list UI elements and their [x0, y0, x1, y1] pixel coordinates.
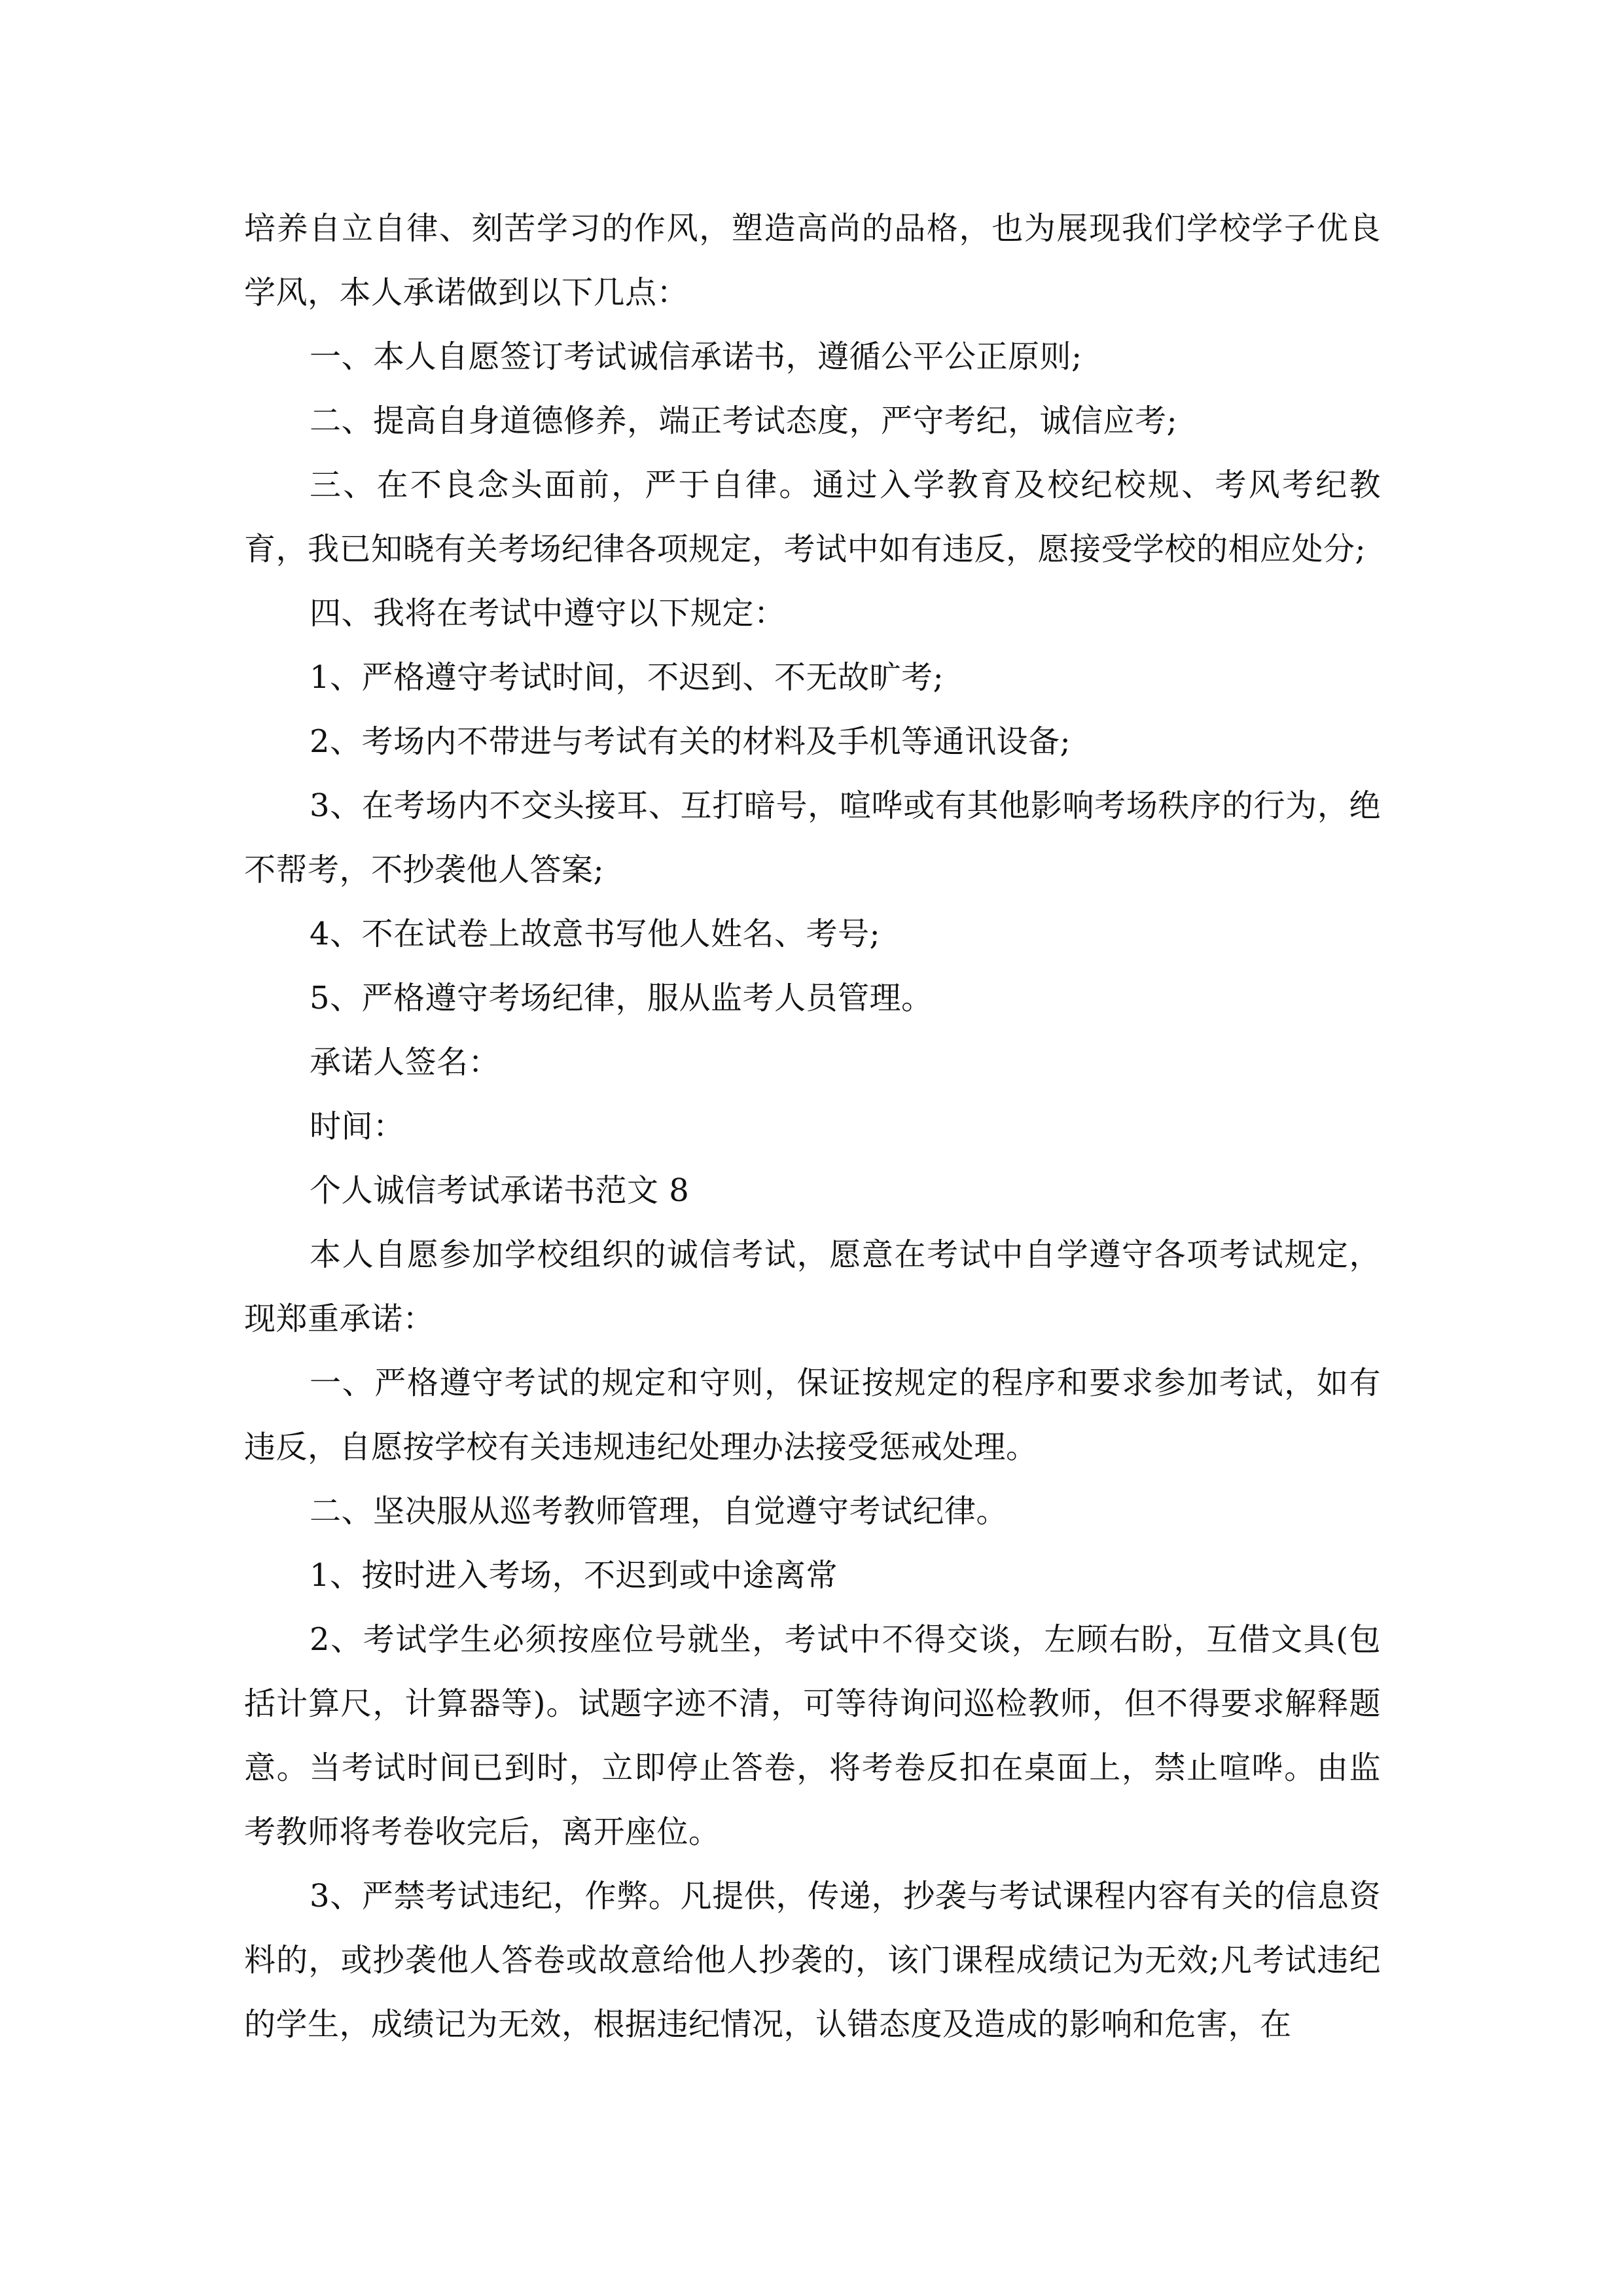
- document-body: [244, 196, 1381, 2056]
- paragraph: 本人自愿参加学校组织的诚信考试，愿意在考试中自学遵守各项考试规定，现郑重承诺：: [244, 1236, 1381, 1337]
- paragraph: 3、在考场内不交头接耳、互打暗号，喧哗或有其他影响考场秩序的行为，绝不帮考，不抄袭他人答案;: [244, 787, 1381, 888]
- paragraph: 一、严格遵守考试的规定和守则，保证按规定的程序和要求参加考试，如有违反，自愿按学校有关违规违纪处理办法接受惩戒处理。: [244, 1365, 1381, 1465]
- section-title: 个人诚信考试承诺书范文 8: [310, 1172, 690, 1209]
- paragraph: 5、严格遵守考场纪律，服从监考人员管理。: [310, 980, 933, 1016]
- paragraph: 培养自立自律、刻苦学习的作风，塑造高尚的品格，也为展现我们学校学子优良学风，本人承诺做到以下几点：: [244, 210, 1381, 311]
- paragraph: 1、按时进入考场，不迟到或中途离常: [310, 1557, 838, 1594]
- signature-label: 承诺人签名：: [310, 1044, 501, 1081]
- paragraph: 四、我将在考试中遵守以下规定：: [310, 595, 786, 632]
- date-label: 时间：: [310, 1108, 405, 1145]
- paragraph: 一、本人自愿签订考试诚信承诺书，遵循公平公正原则;: [310, 338, 1082, 375]
- paragraph: 2、考试学生必须按座位号就坐，考试中不得交谈，左顾右盼，互借文具(包括计算尺，计算器等)。试题字迹不清，可等待询问巡检教师，但不得要求解释题意。当考试时间已到时，立即停止答卷，将考卷反扣在桌面上，禁止喧哗。由监考教师将考卷收完后，离开座位。: [244, 1621, 1381, 1850]
- paragraph: 三、在不良念头面前，严于自律。通过入学教育及校纪校规、考风考纪教育，我已知晓有关考场纪律各项规定，考试中如有违反，愿接受学校的相应处分;: [244, 467, 1381, 567]
- paragraph: 3、严禁考试违纪，作弊。凡提供，传递，抄袭与考试课程内容有关的信息资料的，或抄袭他人答卷或故意给他人抄袭的，该门课程成绩记为无效;凡考试违纪的学生，成绩记为无效，根据违纪情况，认错态度及造成的影响和危害，在: [244, 1878, 1381, 2043]
- paragraph: 二、提高自身道德修养，端正考试态度，严守考纪，诚信应考;: [310, 403, 1178, 439]
- paragraph: 1、严格遵守考试时间，不迟到、不无故旷考;: [310, 659, 944, 696]
- paragraph: 二、坚决服从巡考教师管理，自觉遵守考试纪律。: [310, 1493, 1008, 1530]
- paragraph: 4、不在试卷上故意书写他人姓名、考号;: [310, 916, 881, 952]
- paragraph: 2、考场内不带进与考试有关的材料及手机等通讯设备;: [310, 723, 1071, 760]
